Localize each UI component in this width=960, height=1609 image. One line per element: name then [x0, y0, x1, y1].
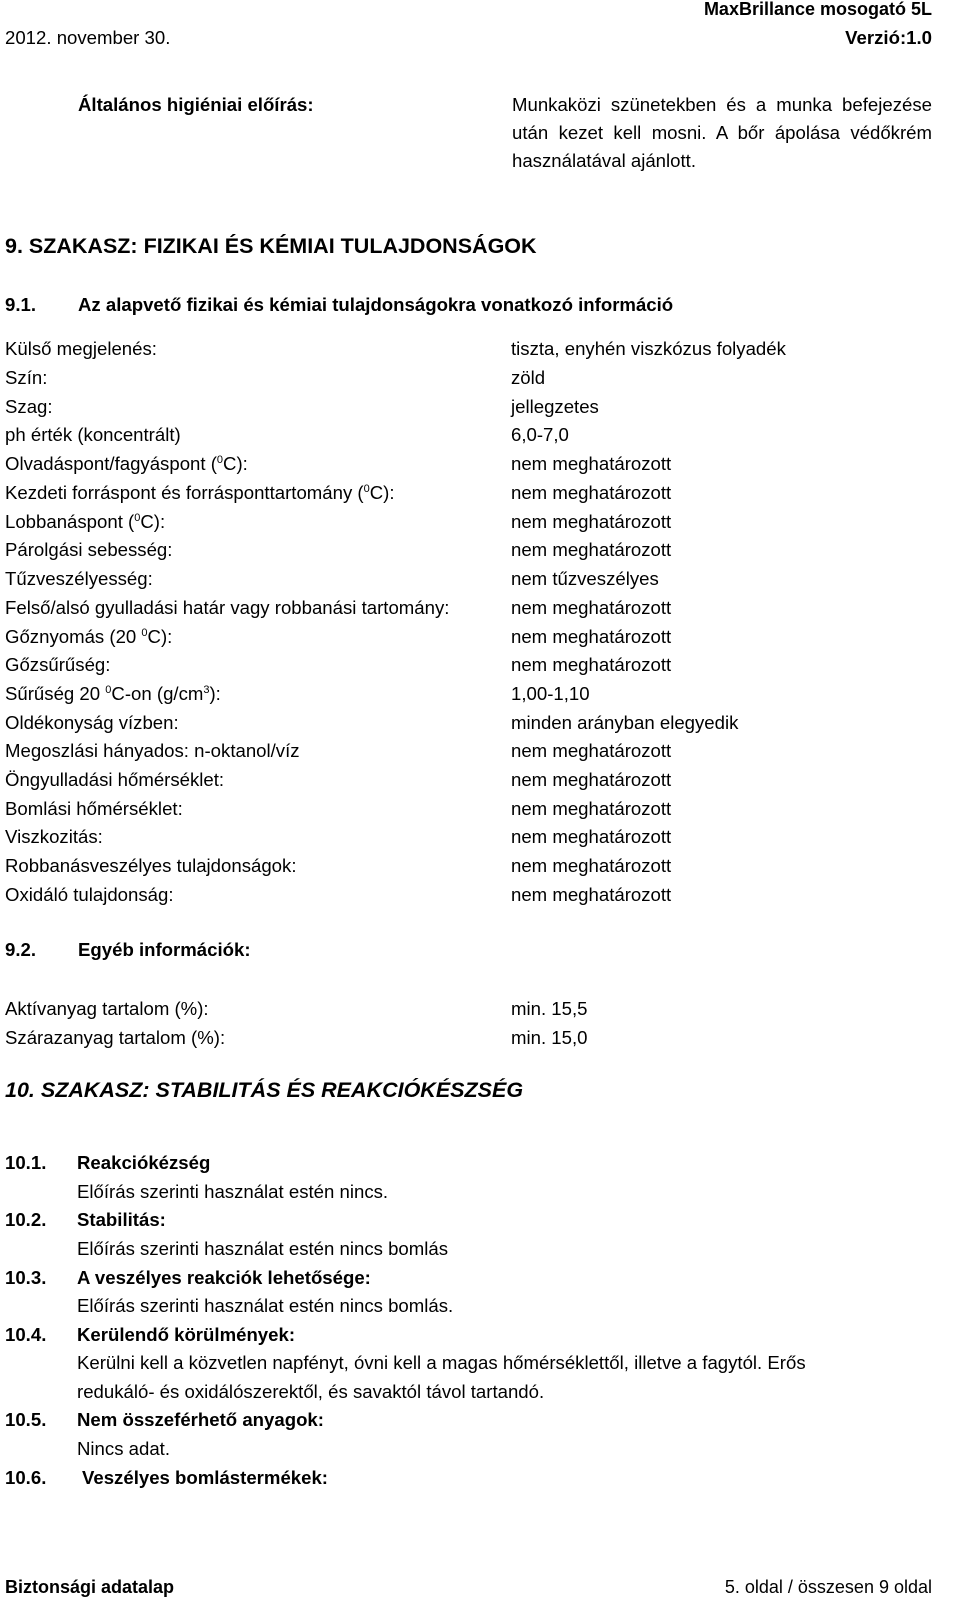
subsection-text: Előírás szerinti használat estén nincs bomlás. — [77, 1295, 454, 1316]
property-label: Sűrűség 20 $^0$C-on $(g/cm^3)$: — [5, 683, 221, 704]
property-value: nem meghatározott — [511, 740, 672, 761]
property-label: Külső megjelenés: — [5, 338, 157, 359]
subsection-text: redukáló- és oxidálószerektől, és savaktól távol tartandó. — [77, 1381, 545, 1402]
subsection-9-1-title: Az alapvető fizikai és kémiai tulajdonságokra vonatkozó információ — [78, 294, 674, 315]
subsection-number: 10.4. — [5, 1324, 47, 1345]
property-value: nem tűzveszélyes — [511, 568, 659, 589]
section-9-title: 9. SZAKASZ: FIZIKAI ÉS KÉMIAI TULAJDONSÁGOK — [5, 234, 537, 258]
document-version: Verzió:1.0 — [845, 27, 932, 48]
property-label: Szag: — [5, 396, 53, 417]
subsection-title: Veszélyes bomlástermékek: — [82, 1467, 329, 1488]
property-label: Gőznyomás (20 $^0$C): — [5, 626, 173, 647]
property-value: tiszta, enyhén viszkózus folyadék — [511, 338, 786, 359]
product-name: MaxBrillance mosogató 5L — [703, 0, 932, 19]
subsection-number: 10.5. — [5, 1409, 47, 1430]
property-value: nem meghatározott — [511, 884, 672, 905]
subsection-9-2-title: Egyéb információk: — [78, 939, 251, 960]
other-info-value: min. 15,5 — [511, 998, 588, 1019]
property-label: Robbanásveszélyes tulajdonságok: — [5, 855, 297, 876]
property-label: Párolgási sebesség: — [5, 539, 173, 560]
subsection-title: Kerülendő körülmények: — [77, 1324, 296, 1345]
subsection-title: Stabilitás: — [77, 1209, 166, 1230]
property-value: jellegzetes — [511, 396, 599, 417]
hygiene-label: Általános higiéniai előírás: — [78, 94, 314, 115]
property-label: Bomlási hőmérséklet: — [5, 798, 183, 819]
footer-document-type: Biztonsági adatalap — [5, 1577, 175, 1597]
property-label: Megoszlási hányados: n-oktanol/víz — [5, 740, 300, 761]
property-label: Oldékonyság vízben: — [5, 712, 179, 733]
subsection-9-1-number: 9.1. — [5, 294, 37, 315]
property-label: Oxidáló tulajdonság: — [5, 884, 174, 905]
property-label: Szín: — [5, 367, 48, 388]
property-label: Öngyulladási hőmérséklet: — [5, 769, 225, 790]
section-10-title: 10. SZAKASZ: STABILITÁS ÉS REAKCIÓKÉSZSÉG — [5, 1078, 524, 1102]
property-value: nem meghatározott — [511, 798, 672, 819]
subsection-text: Nincs adat. — [77, 1438, 171, 1459]
property-value: nem meghatározott — [511, 482, 672, 503]
other-info-label: Aktívanyag tartalom (%): — [5, 998, 209, 1019]
subsection-title: Nem összeférhető anyagok: — [77, 1409, 324, 1430]
other-info-value: min. 15,0 — [511, 1027, 588, 1048]
property-value: nem meghatározott — [511, 597, 672, 618]
property-value: nem meghatározott — [511, 769, 672, 790]
property-value: nem meghatározott — [511, 855, 672, 876]
subsection-text: Előírás szerinti használat estén nincs bomlás — [77, 1238, 449, 1259]
footer-page-number: 5. oldal / összesen 9 oldal — [724, 1577, 932, 1597]
property-label: Olvadáspont/fagyáspont ($^0$C): — [5, 453, 248, 474]
property-value: nem meghatározott — [511, 654, 672, 675]
property-value: 1,00-1,10 — [511, 683, 590, 704]
property-label: ph érték (koncentrált) — [5, 424, 181, 445]
hygiene-text: Munkaközi szünetekben és a munka befejezése után kezet kell mosni. A bőr ápolása védőkrém használatával ajánlott. — [512, 94, 932, 171]
subsection-text: Kerülni kell a közvetlen napfényt, óvni kell a magas hőmérséklettől, illetve a fagytól. Erős — [77, 1352, 806, 1373]
property-value: nem meghatározott — [511, 626, 672, 647]
subsection-number: 10.3. — [5, 1267, 47, 1288]
property-value: nem meghatározott — [511, 453, 672, 474]
property-value: nem meghatározott — [511, 826, 672, 847]
property-label: Tűzveszélyesség: — [5, 568, 153, 589]
property-label: Felső/alsó gyulladási határ vagy robbanási tartomány: — [5, 597, 450, 618]
property-value: nem meghatározott — [511, 511, 672, 532]
property-label: Gőzsűrűség: — [5, 654, 111, 675]
property-value: nem meghatározott — [511, 539, 672, 560]
property-value: 6,0-7,0 — [511, 424, 569, 445]
subsection-title: A veszélyes reakciók lehetősége: — [77, 1267, 371, 1288]
property-label: Kezdeti forráspont és forrásponttartomány ($^0$C): — [5, 482, 395, 503]
other-info-label: Szárazanyag tartalom (%): — [5, 1027, 226, 1048]
property-label: Viszkozitás: — [5, 826, 103, 847]
subsection-number: 10.2. — [5, 1209, 47, 1230]
subsection-number: 10.6. — [5, 1467, 47, 1488]
subsection-title: Reakciókézség — [77, 1152, 211, 1173]
property-value: minden arányban elegyedik — [511, 712, 739, 733]
property-label: Lobbanáspont ($^0$C): — [5, 511, 166, 532]
property-value: zöld — [511, 367, 546, 388]
subsection-number: 10.1. — [5, 1152, 47, 1173]
subsection-9-2-number: 9.2. — [5, 939, 37, 960]
document-date: 2012. november 30. — [5, 27, 171, 48]
subsection-text: Előírás szerinti használat estén nincs. — [77, 1181, 389, 1202]
